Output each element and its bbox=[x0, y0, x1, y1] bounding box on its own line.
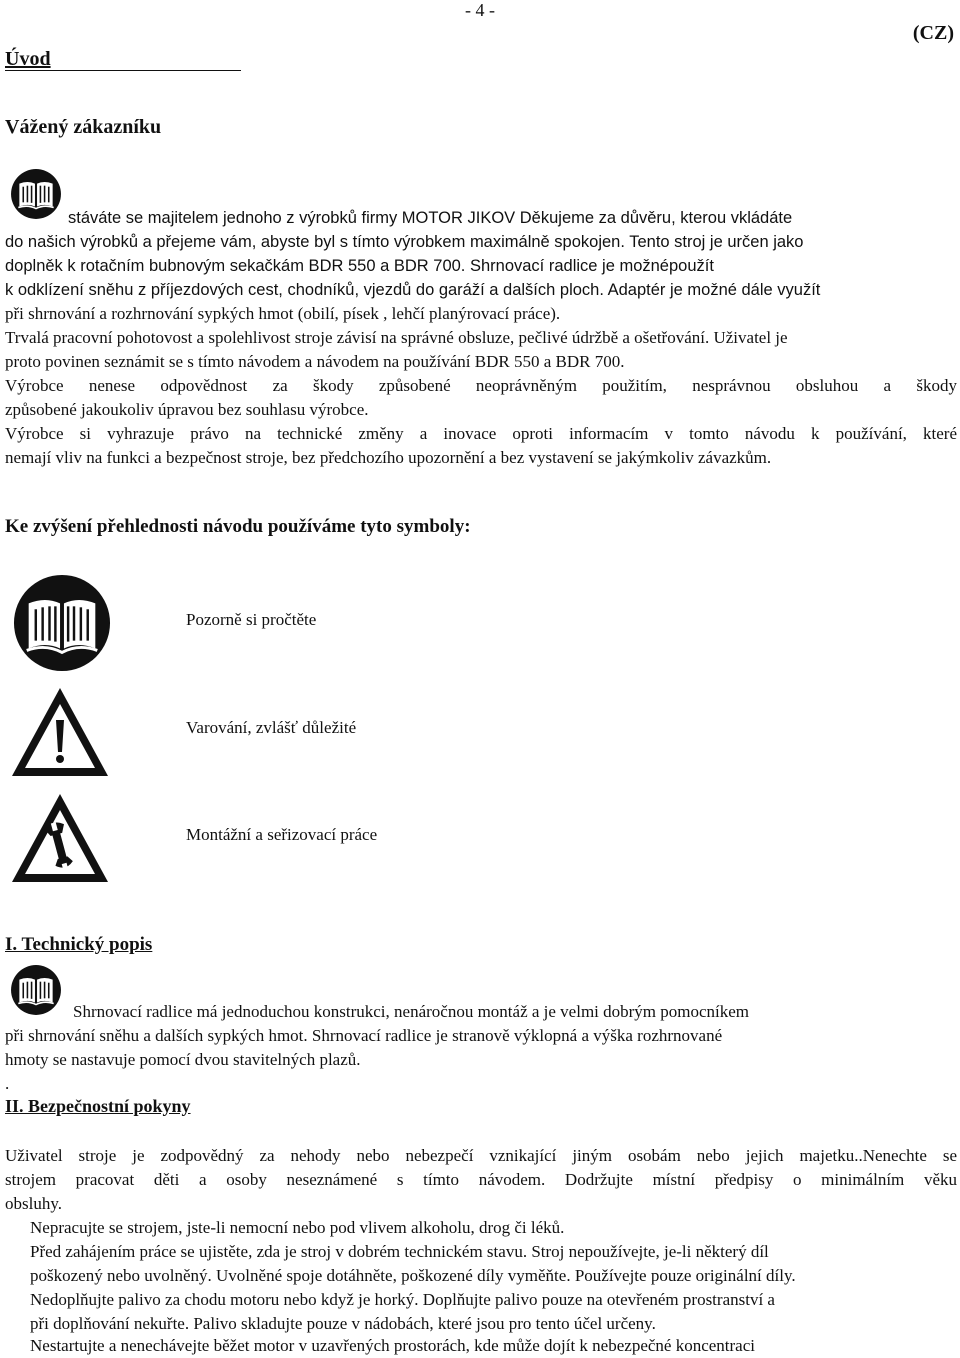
intro-heading-rule bbox=[5, 70, 241, 71]
safety-item-1: Nepracujte se strojem, jste-li nemocní nebo pod vlivem alkoholu, drog či léků. bbox=[30, 1218, 565, 1237]
book-icon bbox=[13, 574, 111, 672]
wrench-icon bbox=[10, 792, 110, 884]
intro-line-1: stáváte se majitelem jednoho z výrobků firmy MOTOR JIKOV Děkujeme za důvěru, kterou vkládáte bbox=[68, 209, 793, 227]
technical-line-1: Shrnovací radlice má jednoduchou konstrukci, nenáročnou montáž a je velmi dobrým pomocníkem bbox=[73, 1002, 750, 1021]
book-icon bbox=[10, 168, 62, 220]
safety-item-5: při doplňování nekuřte. Palivo skladujte pouze v nádobách, které jsou pro tento účel určeny. bbox=[30, 1314, 656, 1333]
technical-line-3: hmoty se nastavuje pomocí dvou stavitelných plazů. bbox=[5, 1050, 361, 1069]
technical-dot: . bbox=[5, 1074, 10, 1093]
safety-line-3: obsluhy. bbox=[5, 1194, 62, 1213]
warning-icon bbox=[10, 686, 110, 778]
safety-line-2: strojem pracovat děti a osoby neseznámené s tímto návodem. Dodržujte místní předpisy o minimálním věku bbox=[5, 1170, 957, 1189]
intro-line-9: způsobené jakoukoliv úpravou bez souhlasu výrobce. bbox=[5, 400, 369, 419]
safety-item-6: Nestartujte a nenechávejte běžet motor v uzavřených prostorách, kde může dojít k nebezpečné koncentraci bbox=[30, 1336, 755, 1355]
intro-line-3: doplněk k rotačním bubnovým sekačkám BDR 550 a BDR 700. Shrnovací radlice je možnépoužít bbox=[5, 257, 714, 275]
intro-line-6: Trvalá pracovní pohotovost a spolehlivost stroje závisí na správné obsluze, pečlivé údržbě a ošetřování. Uživatel je bbox=[5, 328, 788, 347]
symbol-label-read: Pozorně si pročtěte bbox=[186, 610, 317, 629]
safety-item-2: Před zahájením práce se ujistěte, zda je stroj v dobrém technickém stavu. Stroj nepoužívejte, je-li některý díl bbox=[30, 1242, 769, 1261]
intro-line-11: nemají vliv na funkci a bezpečnost stroje, bez předchozího upozornění a bez vystavení se jakýmkoliv závazkům. bbox=[5, 448, 772, 467]
intro-line-2: do našich výrobků a přejeme vám, abyste byl s tímto výrobkem maximálně spokojen. Tento stroj je určen jako bbox=[5, 233, 804, 251]
intro-line-8: Výrobce nenese odpovědnost za škody způsobené neoprávněným použitím, nesprávnou obsluhou a škody bbox=[5, 376, 957, 395]
safety-item-4: Nedoplňujte palivo za chodu motoru nebo když je horký. Doplňujte palivo pouze na otevřeném prostranství a bbox=[30, 1290, 775, 1309]
language-code: (CZ) bbox=[912, 22, 954, 44]
technical-line-2: při shrnování sněhu a dalších sypkých hmot. Shrnovací radlice je stranově výklopná a výška rozhrnované bbox=[5, 1026, 723, 1045]
symbols-heading: Ke zvýšení přehlednosti návodu používáme tyto symboly: bbox=[5, 516, 471, 537]
intro-line-10: Výrobce si vyhrazuje právo na technické změny a inovace oproti informacím v tomto návodu k používání, které bbox=[5, 424, 957, 443]
greeting: Vážený zákazníku bbox=[5, 116, 162, 138]
safety-item-3: poškozený nebo uvolněný. Uvolněné spoje dotáhněte, poškozené díly vyměňte. Používejte pouze originální díly. bbox=[30, 1266, 796, 1285]
safety-line-1: Uživatel stroje je zodpovědný za nehody nebo nebezpečí vznikající jiným osobám nebo jejich majetku..Nenechte se bbox=[5, 1146, 957, 1165]
intro-line-4: k odklízení sněhu z příjezdových cest, chodníků, vjezdů do garáží a dalších ploch. Adaptér je možné dále využít bbox=[5, 281, 821, 299]
intro-line-5: při shrnování a rozhrnování sypkých hmot (obilí, písek , lehčí planýrovací práce). bbox=[5, 304, 561, 323]
page-number: - 4 - bbox=[465, 0, 495, 20]
technical-heading: I. Technický popis bbox=[5, 934, 153, 955]
symbol-label-warning: Varování, zvlášť důležité bbox=[186, 718, 357, 737]
book-icon bbox=[10, 964, 62, 1016]
symbol-label-assembly: Montážní a seřizovací práce bbox=[186, 825, 378, 844]
intro-heading: Úvod bbox=[5, 48, 51, 70]
intro-line-7: proto povinen seznámit se s tímto návodem a návodem na používání BDR 550 a BDR 700. bbox=[5, 352, 625, 371]
safety-heading: II. Bezpečnostní pokyny bbox=[5, 1096, 191, 1116]
